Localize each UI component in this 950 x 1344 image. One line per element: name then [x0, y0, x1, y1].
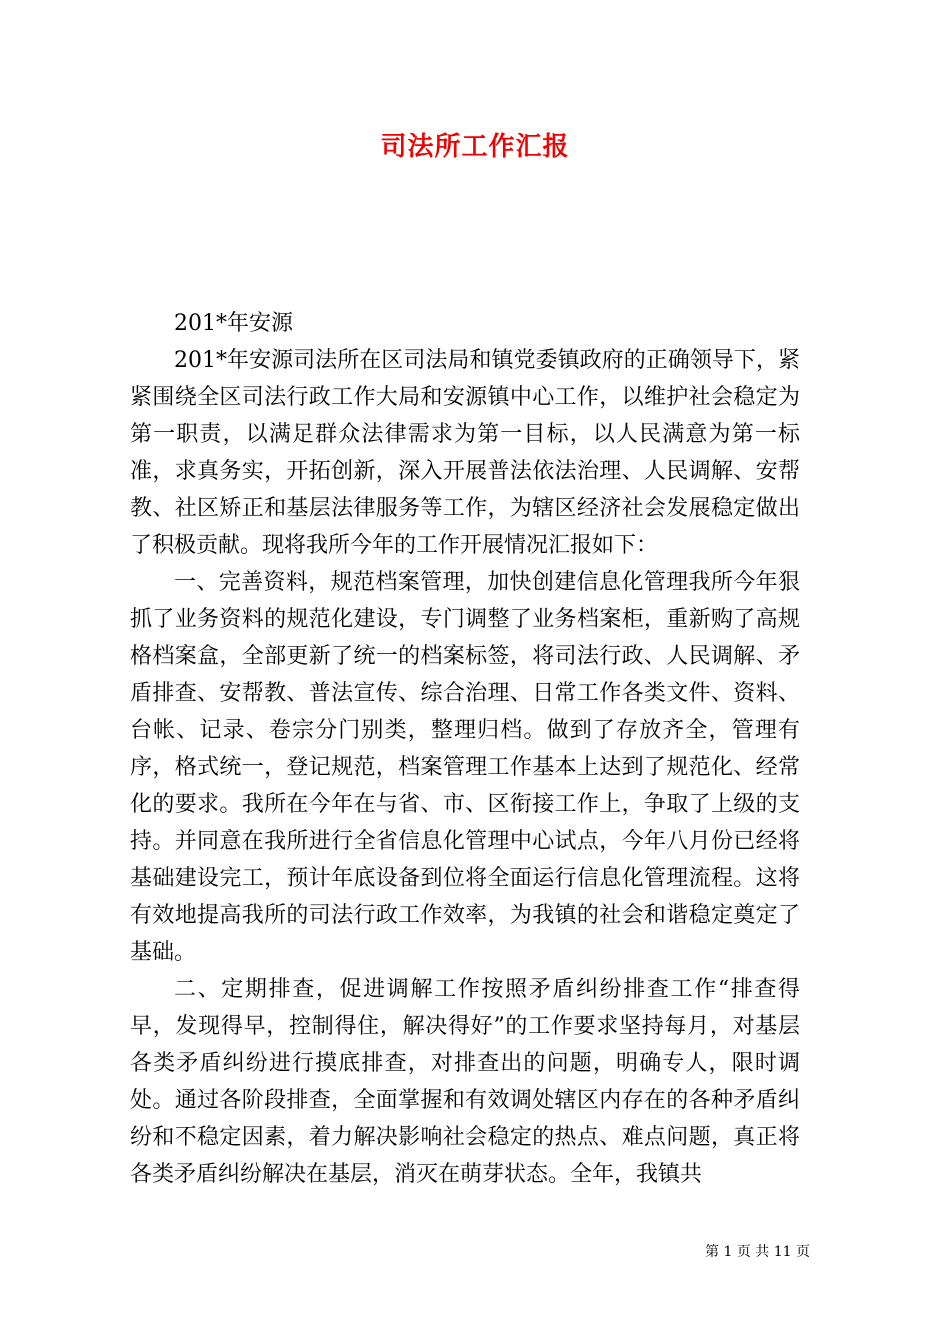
document-body	[0, 305, 950, 1193]
document-title: 司法所工作汇报	[380, 132, 570, 162]
page-footer	[705, 1243, 810, 1261]
body-paragraph: 二、定期排查，促进调解工作按照矛盾纠纷排查工作“排查得早，发现得早，控制得住，解决得好”的工作要求坚持每月，对基层各类矛盾纠纷进行摸底排查，对排查出的问题，明确专人，限时调处。通过各阶段排查，全面掌握和有效调处辖区内存在的各种矛盾纠纷和不稳定因素，着力解决影响社会稳定的热点、难点问题，真正将各类矛盾纠纷解决在基层，消灭在萌芽状态。全年，我镇共	[130, 977, 800, 1187]
page-number: 第 1 页 共 11 页	[705, 1244, 810, 1260]
body-paragraph: 201*年安源	[174, 311, 293, 336]
body-paragraph: 201*年安源司法所在区司法局和镇党委镇政府的正确领导下，紧紧围绕全区司法行政工作大局和安源镇中心工作，以维护社会稳定为第一职责，以满足群众法律需求为第一目标，以人民满意为第一标准，求真务实，开拓创新，深入开展普法依法治理、人民调解、安帮教、社区矫正和基层法律服务等工作，为辖区经济社会发展稳定做出了积极贡献。现将我所今年的工作开展情况汇报如下：	[130, 348, 800, 558]
body-paragraph: 一、完善资料，规范档案管理，加快创建信息化管理我所今年狠抓了业务资料的规范化建设，专门调整了业务档案柜，重新购了高规格档案盒，全部更新了统一的档案标签，将司法行政、人民调解、矛盾排查、安帮教、普法宣传、综合治理、日常工作各类文件、资料、台帐、记录、卷宗分门别类，整理归档。做到了存放齐全，管理有序，格式统一，登记规范，档案管理工作基本上达到了规范化、经常化的要求。我所在今年在与省、市、区衔接工作上，争取了上级的支持。并同意在我所进行全省信息化管理中心试点，今年八月份已经将基础建设完工，预计年底设备到位将全面运行信息化管理流程。这将有效地提高我所的司法行政工作效率，为我镇的社会和谐稳定奠定了基础。	[130, 570, 800, 965]
